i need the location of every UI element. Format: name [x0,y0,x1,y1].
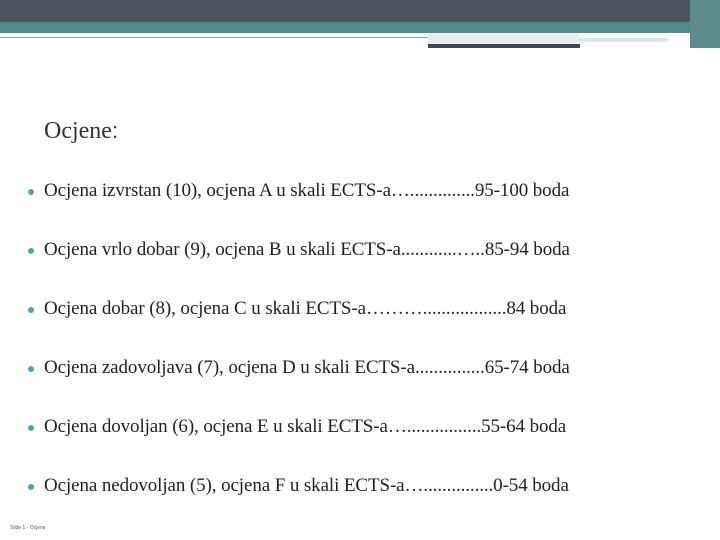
list-item [28,475,570,534]
bullet-icon [28,366,34,372]
slide-footer: Slide 1 - Ocjene [10,525,46,531]
list-item [28,180,570,239]
list-item-text: Ocjena izvrstan (10), ocjena A u skali ECTS-a…..............95-100 boda [44,180,570,201]
list-item-text: Ocjena dobar (8), ocjena C u skali ECTS-a………..................84 boda [44,298,567,319]
list-item [28,416,570,475]
bullet-icon [28,484,34,490]
bullet-icon [28,425,34,431]
slide-title-text: Ocjene [44,118,112,144]
list-item-text: Ocjena vrlo dobar (9), ocjena B u skali ECTS-a............…..85-94 boda [44,239,570,260]
header-light-bar-secondary [578,38,668,42]
header-dark-accent [428,44,580,48]
header-teal-band [0,22,720,33]
list-item [28,357,570,416]
bullet-icon [28,189,34,195]
bullet-icon [28,248,34,254]
header-corner-block [690,0,720,48]
list-item [28,298,570,357]
list-item-text: Ocjena dovoljan (6), ocjena E u skali ECTS-a…................55-64 boda [44,416,567,437]
grades-list [28,180,570,534]
slide-title [44,118,118,145]
slide-title-colon: : [111,118,119,143]
list-item [28,239,570,298]
bullet-icon [28,307,34,313]
header-dark-band [0,0,690,22]
list-item-text: Ocjena nedovoljan (5), ocjena F u skali ECTS-a…...............0-54 boda [44,475,569,496]
header-thin-line [0,37,428,38]
list-item-text: Ocjena zadovoljava (7), ocjena D u skali ECTS-a...............65-74 boda [44,357,570,378]
